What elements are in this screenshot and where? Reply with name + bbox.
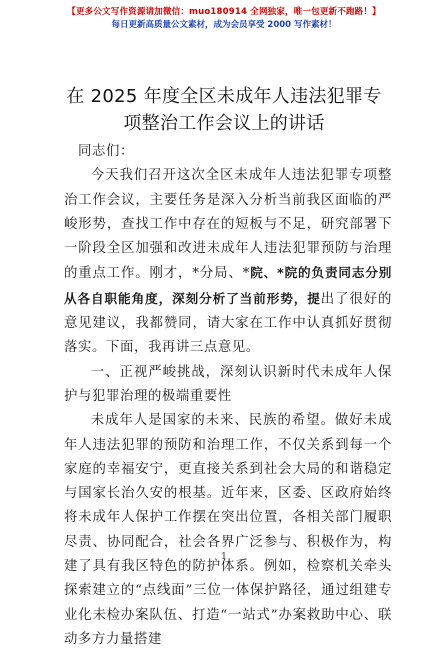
- salutation: 同志们：: [78, 144, 134, 159]
- document-title: 在 2025 年度全区未成年人违法犯罪专项整治工作会议上的讲话: [66, 86, 382, 134]
- promo-banner: [0, 6, 448, 31]
- page-number: 1: [221, 552, 227, 562]
- promo-banner-line-2: 每日更新高质量公文素材，成为会员享受 2000 写作素材！: [111, 20, 337, 30]
- paragraph-section-1: 未成年人是国家的未来、民族的希望。做好未成年人违法犯罪的预防和治理工作，不仅关系到每一个家庭的幸福安宁，更直接关系到社会大局的和谐稳定与国家长治久安的根基。近年来，区委、区政府始终将未成年人保护工作摆在突出位置，各相关部门履职尽责、协同配合，社会各界广泛参与、积极作为，构建了具有我区特色的防护体系。例如，检察机关牵头探索建立的“点线面”三位一体保护路径，通过组建专业化未检办案队伍、打造“一站式”办案救助中心、联动多方力量搭建: [64, 413, 392, 647]
- section-heading-1: 一、正视严峻挑战，深刻认识新时代未成年人保护与犯罪治理的极端重要性: [64, 364, 392, 404]
- paragraph-opening-text-d: 出了很好的意见建议，我都赞同，请大家在工作中认真抓好贯彻落实。下面，我再讲三点意见。: [64, 291, 392, 356]
- paragraph-opening-text-c: 院的负责同志分别从各自职能角度，深刻分析了当前形势，提: [64, 265, 392, 306]
- document-body: [64, 140, 392, 652]
- paragraph-opening: [64, 164, 392, 360]
- paragraph-opening-text-a: 今天我们召开这次全区未成年人违法犯罪专项整治工作会议，主要任务是深入分析当前我区面临的严峻形势，查找工作中存在的短板与不足，研究部署下一阶段全区加强和改进未成年人违法犯罪预防与治理的重点工作。刚才，*分局、*: [64, 168, 392, 282]
- paragraph-opening-text-b: 院、*: [249, 265, 285, 281]
- promo-banner-line-1: 【更多公文写作资源请加微信：muo180914 全网独家，唯一包更新不跑路！】: [67, 7, 381, 17]
